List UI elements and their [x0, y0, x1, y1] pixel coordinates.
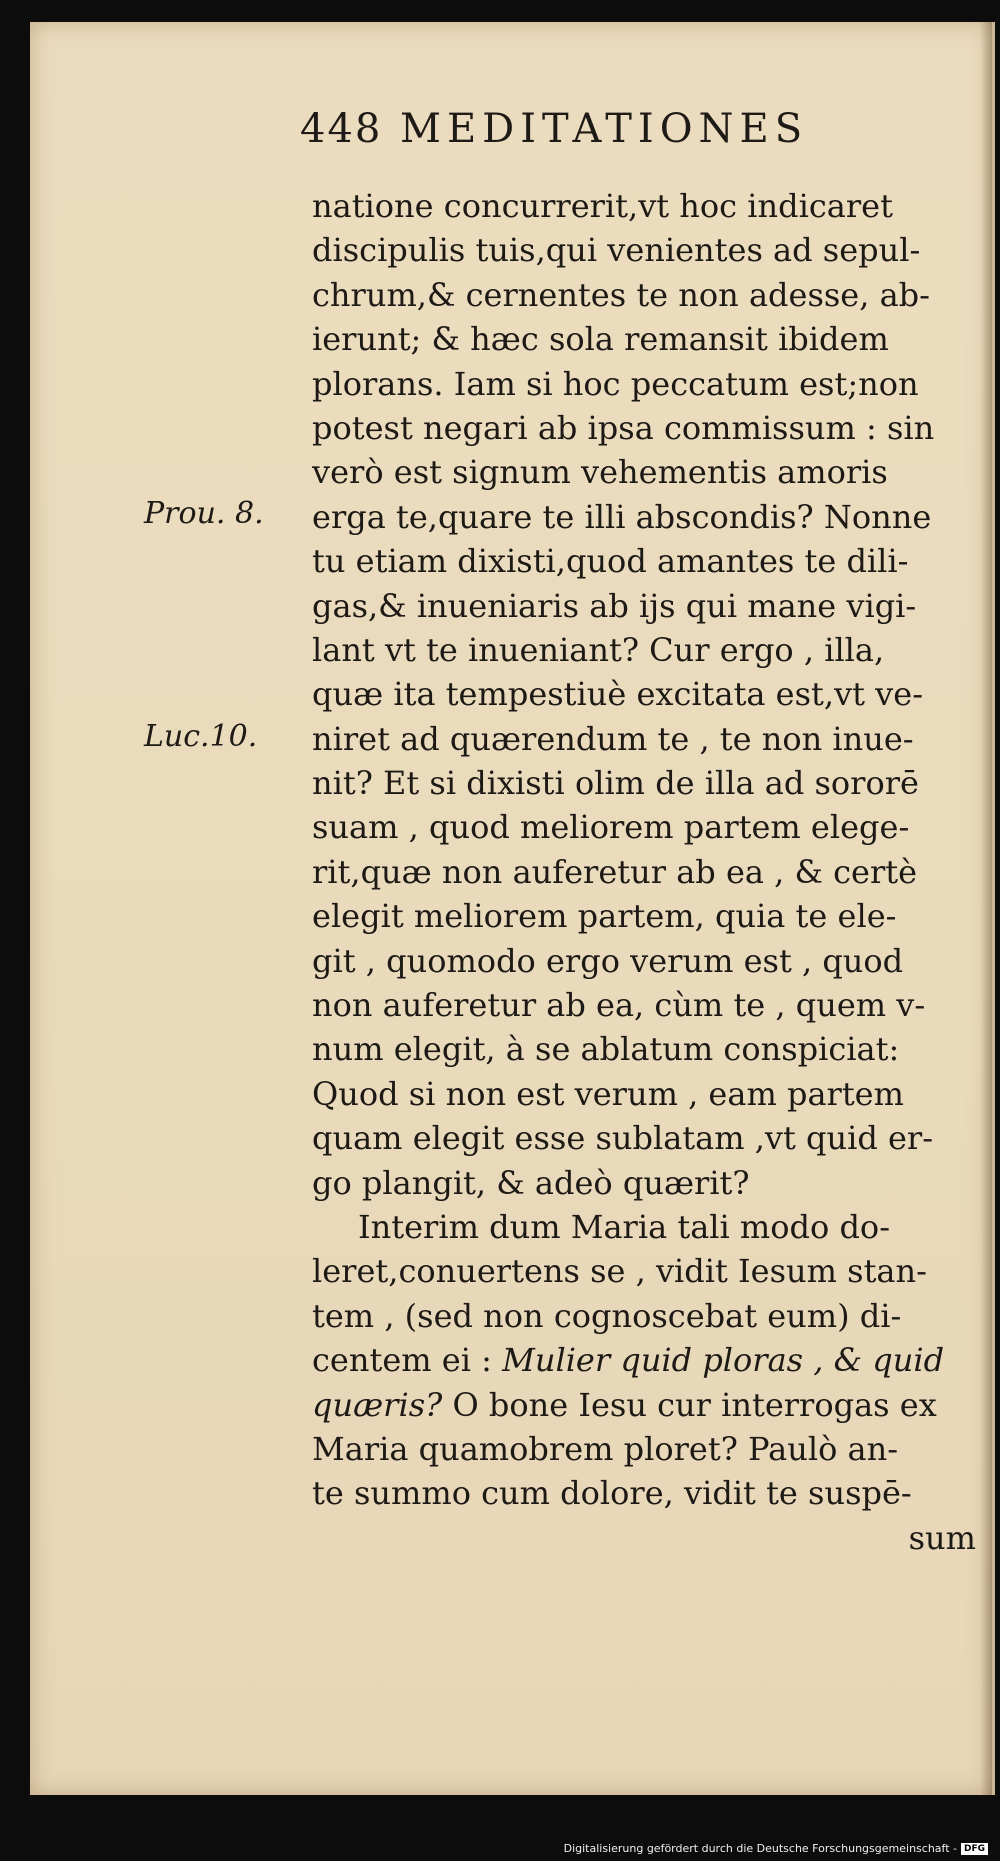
text-line: Quod si non est verum , eam partem [312, 1074, 904, 1113]
text-segment: O bone Iesu cur interrogas ex [452, 1385, 937, 1424]
catchword: sum [908, 1518, 976, 1557]
text-line: discipulis tuis,qui venientes ad sepul- [312, 231, 921, 270]
text-line: ierunt; & hæc sola remansit ibidem [312, 320, 889, 359]
text-line-with-quote [312, 1383, 992, 1427]
page-number: 448 [300, 106, 383, 152]
dfg-logo: DFG [961, 1843, 988, 1855]
text-line: non auferetur ab ea, cùm te , quem v- [312, 986, 926, 1025]
text-line: potest negari ab ipsa commissum : sin [312, 408, 935, 447]
margin-note-prou: Prou. 8. [144, 496, 264, 531]
scripture-quote: Mulier quid ploras , & quid [502, 1341, 945, 1380]
text-line: elegit meliorem partem, quia te ele- [312, 897, 897, 936]
text-segment: centem ei : [312, 1341, 492, 1380]
text-line: Maria quamobrem ploret? Paulò an- [312, 1429, 898, 1468]
text-line: leret,conuertens se , vidit Iesum stan- [312, 1252, 927, 1291]
running-head [30, 106, 992, 162]
body-text [312, 184, 992, 1560]
text-line: natione concurrerit,vt hoc indicaret [312, 187, 893, 225]
text-line: suam , quod meliorem partem elege- [312, 808, 910, 847]
running-title: MEDITATIONES [400, 106, 809, 152]
paragraph-start-line: Interim dum Maria tali modo do- [358, 1207, 890, 1246]
scripture-quote: quæris? [312, 1385, 443, 1424]
credit-text: Digitalisierung gefördert durch die Deutsche Forschungsgemeinschaft - [563, 1842, 957, 1855]
text-line: te summo cum dolore, vidit te suspē- [312, 1474, 912, 1513]
text-line: niret ad quærendum te , te non inue- [312, 719, 914, 758]
text-line: rit,quæ non auferetur ab ea , & certè [312, 852, 918, 891]
text-line: go plangit, & adeò quærit? [312, 1163, 750, 1202]
digitization-credit [564, 1842, 988, 1855]
book-page [30, 22, 995, 1795]
text-line-with-quote [312, 1338, 992, 1382]
text-line: num elegit, à se ablatum conspiciat: [312, 1030, 900, 1069]
text-line: verò est signum vehementis amoris [312, 453, 888, 492]
text-line: nit? Et si dixisti olim de illa ad sororē [312, 764, 919, 803]
text-line: tu etiam dixisti,quod amantes te dili- [312, 542, 909, 581]
text-line: tem , (sed non cognoscebat eum) di- [312, 1296, 902, 1335]
text-line: erga te,quare te illi abscondis? Nonne [312, 497, 932, 536]
text-line: quam elegit esse sublatam ,vt quid er- [312, 1119, 934, 1158]
text-line: git , quomodo ergo verum est , quod [312, 941, 904, 980]
text-line: gas,& inueniaris ab ijs qui mane vigi- [312, 586, 917, 625]
margin-note-luc: Luc.10. [144, 719, 258, 754]
text-line: quæ ita tempestiuè excitata est,vt ve- [312, 675, 923, 714]
text-line: plorans. Iam si hoc peccatum est;non [312, 364, 919, 403]
text-line: lant vt te inueniant? Cur ergo , illa, [312, 630, 885, 669]
text-line: chrum,& cernentes te non adesse, ab- [312, 275, 930, 314]
